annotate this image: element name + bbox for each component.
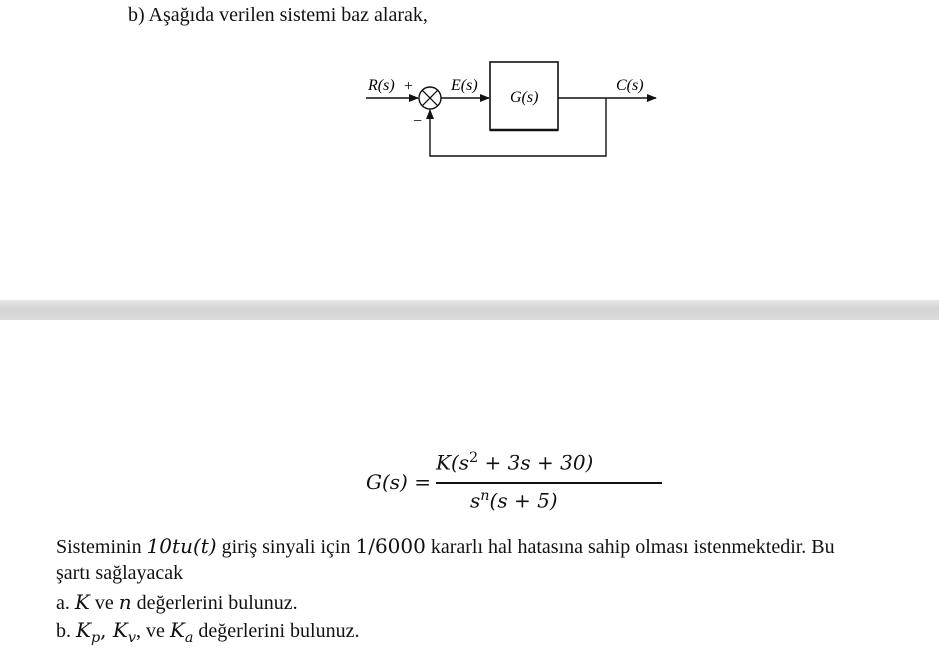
- item-a: a. K ve n değerlerini bulunuz.: [56, 590, 298, 614]
- block-label: G(s): [510, 89, 539, 106]
- equation-denominator: $s^n(s + 5)$: [470, 488, 558, 513]
- question-heading: b) Aşağıda verilen sistemi baz alarak,: [128, 4, 428, 26]
- plus-sign: +: [404, 78, 414, 95]
- summing-junction: [419, 87, 441, 109]
- page-top: [0, 0, 939, 300]
- problem-line-2: şartı sağlayacak: [56, 562, 184, 584]
- block-diagram: [360, 58, 670, 162]
- equation-lhs: G(s) =: [366, 470, 431, 494]
- equation-numerator: $K(s^2 + 3s + 30)$: [436, 450, 594, 475]
- error-label: E(s): [451, 77, 478, 94]
- page-divider: [0, 300, 939, 320]
- problem-line-1: Sisteminin 10tu(t) giriş sinyali için 1/6000 kararlı hal hatasına sahip olması istenmektedir. Bu: [56, 534, 835, 558]
- fraction-bar: [436, 482, 662, 484]
- page-bottom: [0, 320, 939, 652]
- item-b: b. $K_p$, $K_v$, ve $K_a$ değerlerini bulunuz.: [56, 618, 360, 646]
- input-label: R(s): [368, 77, 395, 94]
- minus-sign: −: [413, 113, 423, 130]
- output-label: C(s): [616, 77, 644, 94]
